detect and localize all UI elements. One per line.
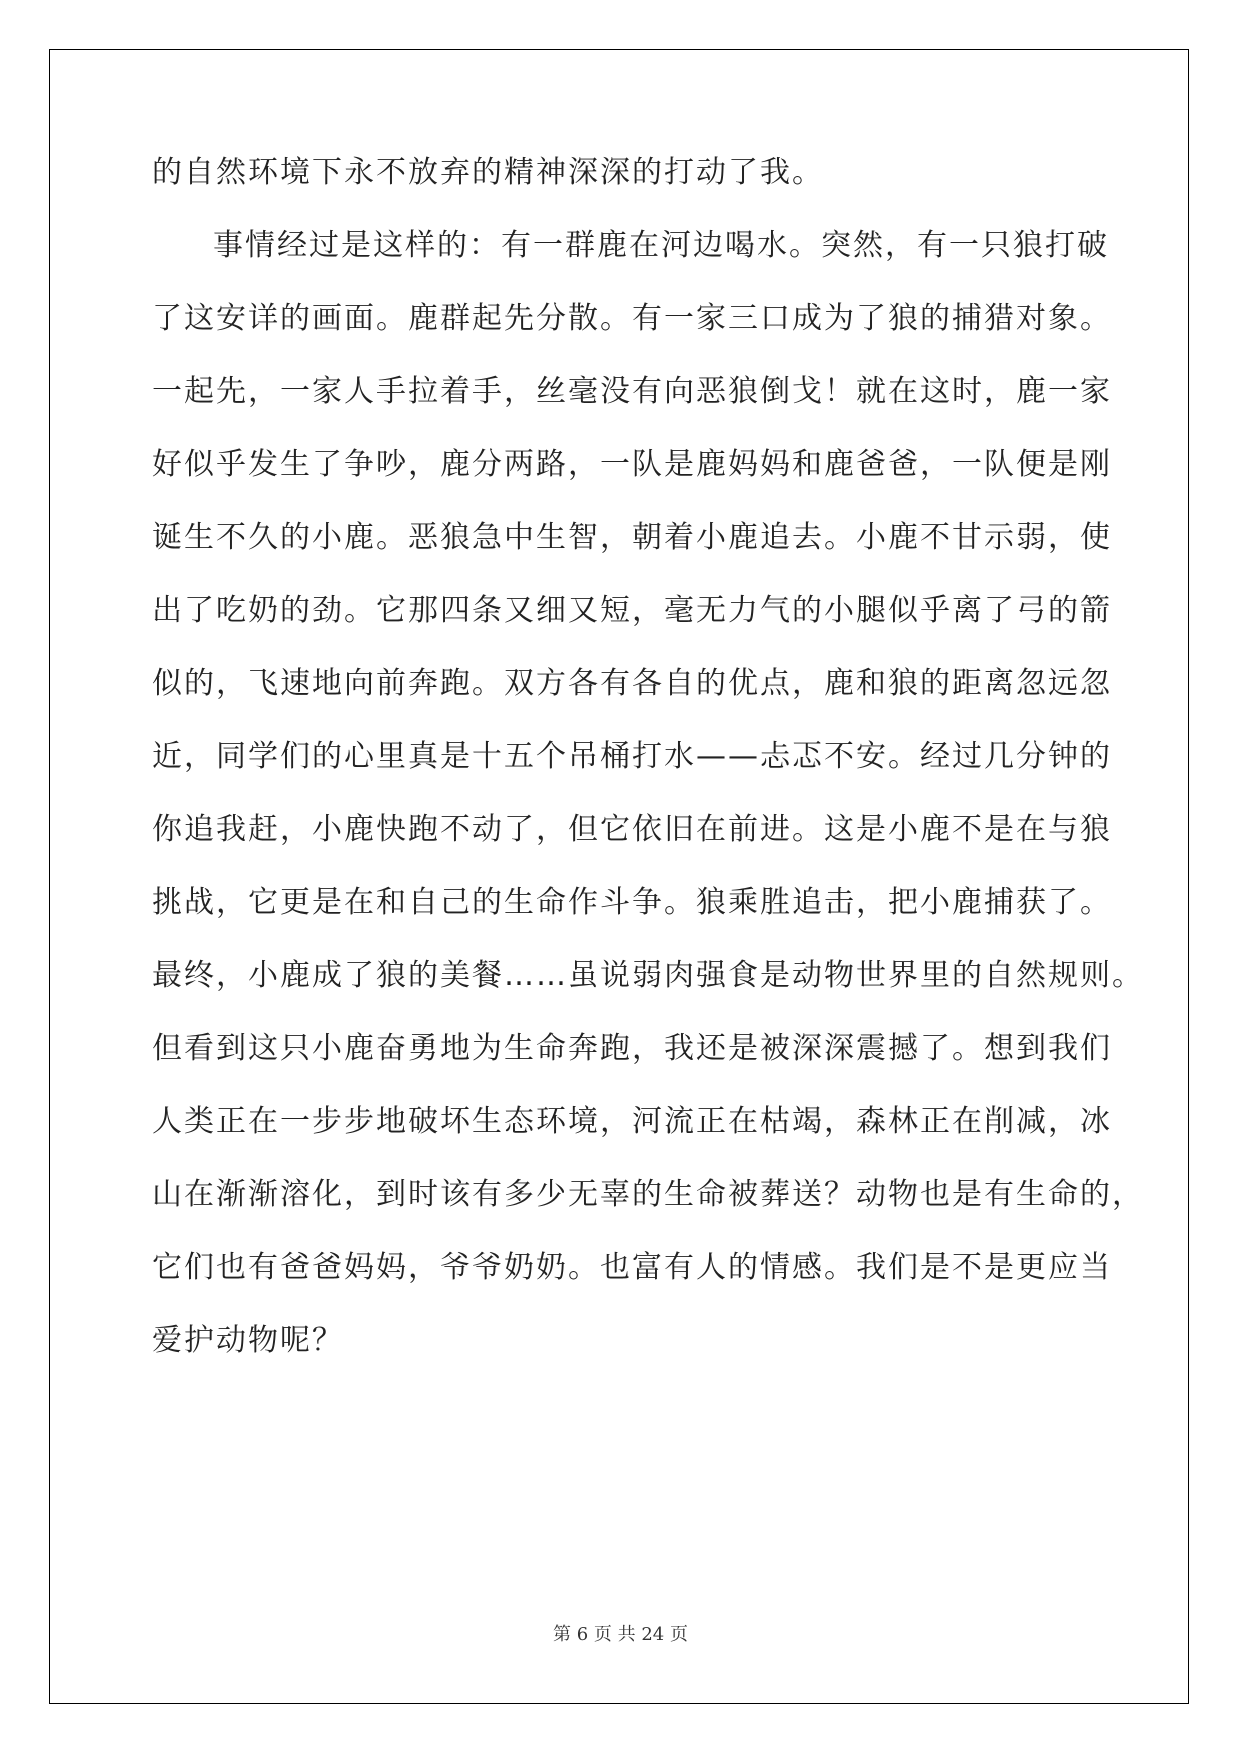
text-line: 一起先，一家人手拉着手，丝毫没有向恶狼倒戈！就在这时，鹿一家 (152, 374, 1112, 409)
text-line: 似的，飞速地向前奔跑。双方各有各自的优点，鹿和狼的距离忽远忽 (152, 666, 1112, 701)
text-line: 但看到这只小鹿奋勇地为生命奔跑，我还是被深深震撼了。想到我们 (152, 1031, 1112, 1066)
page-number-footer: 第 6 页 共 24 页 (553, 1624, 688, 1645)
text-line: 近，同学们的心里真是十五个吊桶打水——忐忑不安。经过几分钟的 (152, 739, 1112, 774)
text-line: 山在渐渐溶化，到时该有多少无辜的生命被葬送？动物也是有生命的， (152, 1177, 1144, 1212)
text-line: 最终，小鹿成了狼的美餐……虽说弱肉强食是动物世界里的自然规则。 (152, 958, 1144, 993)
text-line: 的自然环境下永不放弃的精神深深的打动了我。 (152, 155, 824, 190)
page-border (49, 49, 1189, 1704)
text-line: 人类正在一步步地破坏生态环境，河流正在枯竭，森林正在削减，冰 (152, 1104, 1112, 1139)
text-line: 好似乎发生了争吵，鹿分两路，一队是鹿妈妈和鹿爸爸，一队便是刚 (152, 447, 1112, 482)
paragraph-first-line: 事情经过是这样的：有一群鹿在河边喝水。突然，有一只狼打破 (213, 228, 1109, 263)
text-line: 诞生不久的小鹿。恶狼急中生智，朝着小鹿追去。小鹿不甘示弱，使 (152, 520, 1112, 555)
text-line: 它们也有爸爸妈妈，爷爷奶奶。也富有人的情感。我们是不是更应当 (152, 1250, 1112, 1285)
text-line: 你追我赶，小鹿快跑不动了，但它依旧在前进。这是小鹿不是在与狼 (152, 812, 1112, 847)
text-line: 爱护动物呢？ (152, 1323, 344, 1358)
text-line: 了这安详的画面。鹿群起先分散。有一家三口成为了狼的捕猎对象。 (152, 301, 1112, 336)
text-line: 出了吃奶的劲。它那四条又细又短，毫无力气的小腿似乎离了弓的箭 (152, 593, 1112, 628)
text-line: 挑战，它更是在和自己的生命作斗争。狼乘胜追击，把小鹿捕获了。 (152, 885, 1112, 920)
